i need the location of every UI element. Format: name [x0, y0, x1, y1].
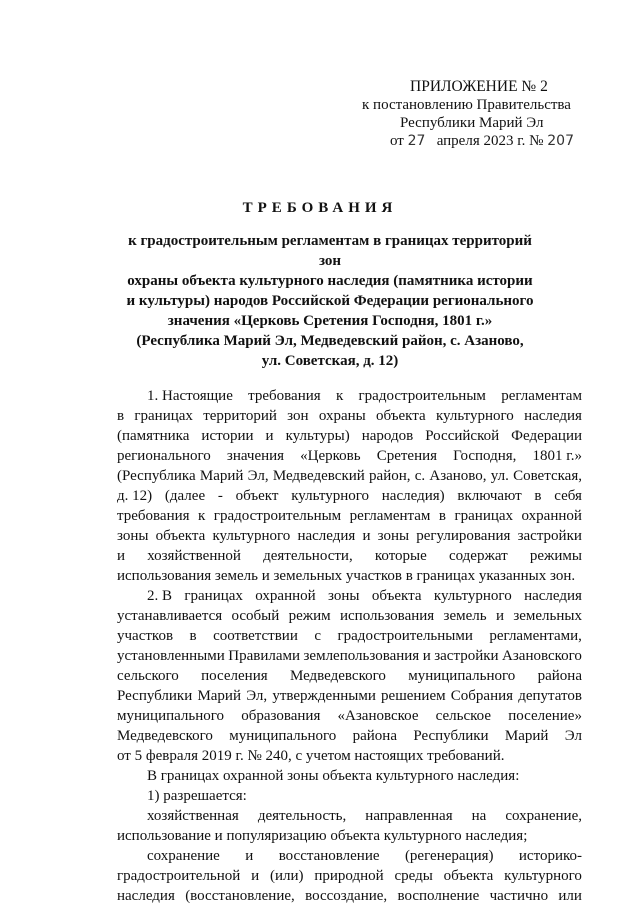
body-word: которые [374, 548, 427, 564]
body-line [117, 626, 582, 646]
body-word: регламентам [501, 388, 582, 404]
body-word: соответствии [213, 628, 298, 644]
body-word: градостроительным [358, 388, 486, 404]
body-line [117, 766, 582, 786]
body-word: объекта [371, 588, 422, 604]
body-word: Федерации [511, 428, 582, 444]
body-word: наследия [524, 408, 582, 424]
body-word: (восстановление, [185, 888, 295, 904]
body-word: землепользования [303, 648, 420, 664]
body-line [117, 806, 582, 826]
body-word: 2. В [147, 588, 173, 604]
body-word: особый [231, 608, 280, 624]
appendix-government: Республики Марий Эл [400, 115, 544, 131]
body-word: регламентами, [489, 628, 582, 644]
body-word: устанавливается [117, 608, 223, 624]
document-body [117, 386, 582, 906]
body-word: требования [117, 508, 190, 524]
subtitle-line: ул. Советская, д. 12) [261, 353, 399, 369]
subtitle-line: (Республика Марий Эл, Медведевский район, с. Азаново, [136, 333, 524, 349]
body-word: муниципального [229, 728, 337, 744]
body-word: наследия [117, 888, 175, 904]
body-word: (Республика [117, 468, 196, 484]
body-line [117, 426, 582, 446]
body-word: Марий [199, 468, 244, 484]
body-line [117, 446, 582, 466]
body-word: использования [340, 608, 435, 624]
body-word: (далее [164, 488, 206, 504]
body-word: включают [457, 488, 522, 504]
body-word: зоны [117, 528, 149, 544]
body-word: хозяйственная [147, 808, 239, 824]
body-word: в [189, 628, 197, 644]
body-word: 1801 г.» [532, 448, 582, 464]
body-word: сельского [117, 668, 179, 684]
body-word: - [217, 488, 223, 504]
body-word: Азановского [502, 648, 582, 664]
appendix-resolution-ref: к постановлению Правительства [362, 97, 571, 113]
body-word: с [314, 628, 322, 644]
body-line [117, 506, 582, 526]
body-word: участков [117, 628, 174, 644]
body-word: от 5 февраля 2019 г. № 240, с учетом настоящих требований. [117, 748, 505, 764]
body-word: д. 12) [117, 488, 153, 504]
body-word: границах [184, 588, 243, 604]
body-word: или [558, 888, 582, 904]
body-word: в [438, 508, 447, 524]
body-line [117, 846, 582, 866]
body-word: культурного [504, 868, 582, 884]
body-line [117, 786, 582, 806]
appendix-date-line [360, 132, 590, 150]
body-word: муниципального [408, 668, 516, 684]
body-word: муниципального [117, 708, 225, 724]
body-word: и [117, 548, 126, 564]
body-line [117, 886, 582, 906]
body-line [117, 586, 582, 606]
body-word: сохранение, [505, 808, 582, 824]
body-word: культуры) [285, 428, 350, 444]
body-line [117, 706, 582, 726]
body-word: ул. [490, 468, 509, 484]
body-word: на [471, 808, 487, 824]
body-word: Российской [425, 428, 500, 444]
body-word: Господня, [453, 448, 517, 464]
body-word: восполнение [397, 888, 480, 904]
body-word: в [534, 488, 542, 504]
body-word: Марий [504, 728, 549, 744]
body-word: градостроительными [337, 628, 473, 644]
body-line [117, 486, 582, 506]
body-word: поселения [201, 668, 268, 684]
body-word: частично [489, 888, 549, 904]
body-word: содержат [448, 548, 508, 564]
date-middle: апреля 2023 г. № [436, 133, 544, 149]
body-word: хозяйственной [147, 548, 241, 564]
body-word: и [362, 528, 371, 544]
body-word: зоны [377, 528, 410, 544]
body-word: сохранение [147, 848, 220, 864]
body-word: Медведевский [272, 468, 365, 484]
body-word: объекта [155, 528, 206, 544]
body-word: воссоздание, [305, 888, 388, 904]
body-line [117, 686, 582, 706]
body-word: культурного [291, 488, 370, 504]
body-word: 1) разрешается: [147, 788, 247, 804]
body-word: установленными [117, 648, 225, 664]
body-word: деятельности, [263, 548, 353, 564]
body-word: Республики [413, 728, 489, 744]
body-word: утвержденными [272, 688, 376, 704]
body-line [117, 726, 582, 746]
body-word: в [117, 408, 125, 424]
body-word: наследия [297, 528, 356, 544]
body-word: к [335, 388, 344, 404]
document-subtitle [120, 231, 540, 371]
body-word: культурного [433, 588, 512, 604]
body-word: и [245, 848, 254, 864]
body-word: (или) [270, 868, 304, 884]
body-line [117, 526, 582, 546]
body-line [117, 866, 582, 886]
body-line [117, 386, 582, 406]
body-word: охраны [318, 408, 366, 424]
body-word: наследия [524, 588, 582, 604]
subtitle-line: значения «Церковь Сретения Господня, 1801 г.» [167, 313, 493, 329]
body-word: зоны [328, 588, 360, 604]
body-word: образования [241, 708, 321, 724]
body-word: охранной [255, 588, 316, 604]
body-word: 1. Настоящие [147, 388, 233, 404]
document-title: ТРЕБОВАНИЯ [242, 200, 398, 216]
body-line [117, 646, 582, 666]
body-word: Правилами [228, 648, 301, 664]
body-word: Эл [564, 728, 582, 744]
body-word: градостроительным [213, 508, 342, 524]
body-word: охранной [521, 508, 582, 524]
subtitle-line: и культуры) народов Российской Федерации регионального [126, 293, 534, 309]
body-word: Эл, [246, 688, 268, 704]
body-word: природной [314, 868, 384, 884]
body-word: (регенерация) [404, 848, 494, 864]
body-word: к [198, 508, 206, 524]
handwritten-day: 27 [407, 133, 426, 149]
body-word: историко- [518, 848, 582, 864]
subtitle-line: к градостроительным регламентам в границах территорий зон [128, 233, 532, 269]
body-word: объект [235, 488, 279, 504]
body-word: границах [454, 508, 514, 524]
body-word: требования [248, 388, 321, 404]
body-word: «Азановское [337, 708, 419, 724]
body-line [117, 746, 582, 766]
handwritten-number: 207 [547, 133, 574, 149]
body-word: объекта [443, 868, 494, 884]
body-word: и [251, 868, 260, 884]
body-word: Эл, [247, 468, 269, 484]
body-line [117, 666, 582, 686]
body-word: регулирования [416, 528, 511, 544]
body-word: восстановление [278, 848, 380, 864]
body-word: Сретения [376, 448, 438, 464]
body-line [117, 546, 582, 566]
body-word: Республики [117, 688, 193, 704]
body-line [117, 406, 582, 426]
body-word: и [422, 648, 431, 664]
body-word: земельных [513, 608, 582, 624]
body-line [117, 466, 582, 486]
body-word: Собрания [450, 688, 514, 704]
body-word: земель [443, 608, 487, 624]
appendix-number: ПРИЛОЖЕНИЕ № 2 [410, 78, 548, 95]
appendix-header [360, 78, 590, 150]
body-word: режим [288, 608, 331, 624]
body-word: Медведевского [289, 668, 386, 684]
body-word: использования земель и земельных участков в границах указанных зон. [117, 568, 576, 584]
body-word: «Церковь [300, 448, 361, 464]
body-word: и [495, 608, 504, 624]
body-word: народов [361, 428, 414, 444]
subtitle-line: охраны объекта культурного наследия (памятника истории [127, 273, 533, 289]
date-prefix: от [390, 133, 404, 149]
body-word: направленная [365, 808, 453, 824]
body-word: решением [381, 688, 446, 704]
body-word: культурного [212, 528, 291, 544]
body-word: градостроительной [117, 868, 241, 884]
body-word: среды [394, 868, 433, 884]
body-word: Азаново, [429, 468, 487, 484]
body-word: района [537, 668, 582, 684]
body-word: район, [369, 468, 411, 484]
body-word: и [265, 428, 274, 444]
body-word: границах [134, 408, 193, 424]
body-word: с. [414, 468, 426, 484]
body-word: значения [226, 448, 285, 464]
body-word: регионального [117, 448, 211, 464]
body-word: В границах охранной зоны объекта культурного наследия: [147, 768, 520, 784]
body-line [117, 826, 582, 846]
body-word: зон [287, 408, 309, 424]
body-word: сельское [435, 708, 492, 724]
body-word: (памятника [117, 428, 190, 444]
body-word: Советская, [513, 468, 582, 484]
body-word: истории [201, 428, 254, 444]
body-word: использование и популяризацию объекта культурного наследия; [117, 828, 528, 844]
body-word: культурного [435, 408, 514, 424]
body-word: застройки [434, 648, 499, 664]
body-word: себя [554, 488, 582, 504]
body-word: регламентам [349, 508, 431, 524]
body-word: Марий [197, 688, 241, 704]
body-word: застройки [517, 528, 582, 544]
body-word: деятельность, [257, 808, 347, 824]
body-word: территорий [203, 408, 277, 424]
body-line [117, 566, 582, 586]
body-line [117, 606, 582, 626]
body-word: режимы [529, 548, 582, 564]
body-word: поселение» [508, 708, 582, 724]
body-word: объекта [375, 408, 426, 424]
body-word: депутатов [518, 688, 582, 704]
body-word: Медведевского [117, 728, 213, 744]
body-word: района [352, 728, 397, 744]
body-word: наследия) [381, 488, 445, 504]
